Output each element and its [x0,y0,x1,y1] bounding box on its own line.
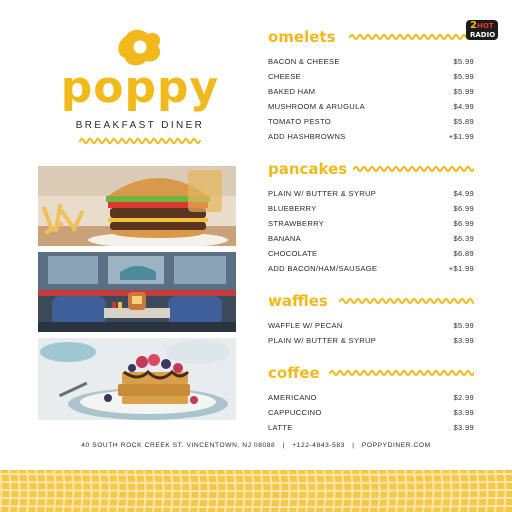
item-price: +$1.99 [448,264,474,273]
menu [268,26,474,435]
item-price: $3.99 [453,408,474,417]
section-header [268,26,474,48]
footer-address: 40 SOUTH ROCK CREEK ST. VINCENTOWN, NJ 08088 [81,442,276,449]
squiggle-divider [338,296,474,306]
item-price: $5.99 [453,57,474,66]
item-name: ADD BACON/HAM/SAUSAGE [268,264,378,273]
item-price: $5.99 [453,72,474,81]
menu-item [268,333,474,348]
menu-item [268,318,474,333]
item-price: $3.99 [453,423,474,432]
bottom-pattern-band [0,470,512,512]
footer-contact [0,442,512,449]
item-name: BACON & CHEESE [268,57,340,66]
item-price: $6.39 [453,234,474,243]
item-name: BAKED HAM [268,87,316,96]
item-name: BANANA [268,234,302,243]
item-price: $6.99 [453,219,474,228]
menu-item [268,261,474,276]
item-price: $4.99 [453,189,474,198]
item-price: $6.99 [453,204,474,213]
item-price: $5.89 [453,117,474,126]
tagline: BREAKFAST DINER [75,120,205,131]
item-name: PLAIN W/ BUTTER & SYRUP [268,336,377,345]
menu-item [268,114,474,129]
item-name: CHOCOLATE [268,249,318,258]
item-price: +$1.99 [448,132,474,141]
squiggle-divider [348,32,474,42]
menu-item [268,420,474,435]
diner-interior-photo [38,252,236,332]
footer-website: POPPYDINER.COM [361,442,431,449]
menu-item [268,201,474,216]
item-name: WAFFLE W/ PECAN [268,321,343,330]
squiggle-divider [78,136,202,146]
brand-name: poppy [60,62,220,113]
item-name: CHEESE [268,72,302,81]
section-waffles [268,290,474,348]
section-pancakes [268,158,474,276]
section-header [268,158,474,180]
item-price: $5.99 [453,321,474,330]
item-price: $6.89 [453,249,474,258]
section-title: waffles [268,292,328,310]
badge-hot: HOT [477,22,494,30]
waffles-photo [38,338,236,420]
item-name: ADD HASHBROWNS [268,132,346,141]
menu-item [268,405,474,420]
menu-item [268,186,474,201]
item-name: BLUEBERRY [268,204,317,213]
burger-photo [38,166,236,246]
menu-item [268,129,474,144]
footer-phone: +122-4843-583 [292,442,345,449]
badge-radio: RADIO [470,31,496,39]
item-name: PLAIN W/ BUTTER & SYRUP [268,189,377,198]
menu-item [268,390,474,405]
item-price: $5.99 [453,87,474,96]
item-name: CAPPUCCINO [268,408,322,417]
footer-separator: | [277,442,290,449]
item-name: AMERICANO [268,393,317,402]
radio-badge-logo [464,14,500,44]
squiggle-divider [328,368,474,378]
squiggle-divider [352,164,474,174]
item-name: STRAWBERRY [268,219,325,228]
section-header [268,290,474,312]
item-name: MUSHROOM & ARUGULA [268,102,365,111]
badge-number: 2 [470,20,477,31]
item-price: $3.99 [453,336,474,345]
menu-item [268,69,474,84]
section-title: coffee [268,364,320,382]
item-price: $4.99 [453,102,474,111]
item-name: TOMATO PESTO [268,117,331,126]
menu-item [268,216,474,231]
section-coffee [268,362,474,435]
item-name: LATTE [268,423,293,432]
footer-separator: | [347,442,360,449]
section-title: omelets [268,28,336,46]
menu-item [268,99,474,114]
section-omelets [268,26,474,144]
menu-item [268,84,474,99]
menu-item [268,54,474,69]
section-header [268,362,474,384]
section-title: pancakes [268,160,348,178]
item-price: $2.99 [453,393,474,402]
menu-item [268,231,474,246]
menu-item [268,246,474,261]
